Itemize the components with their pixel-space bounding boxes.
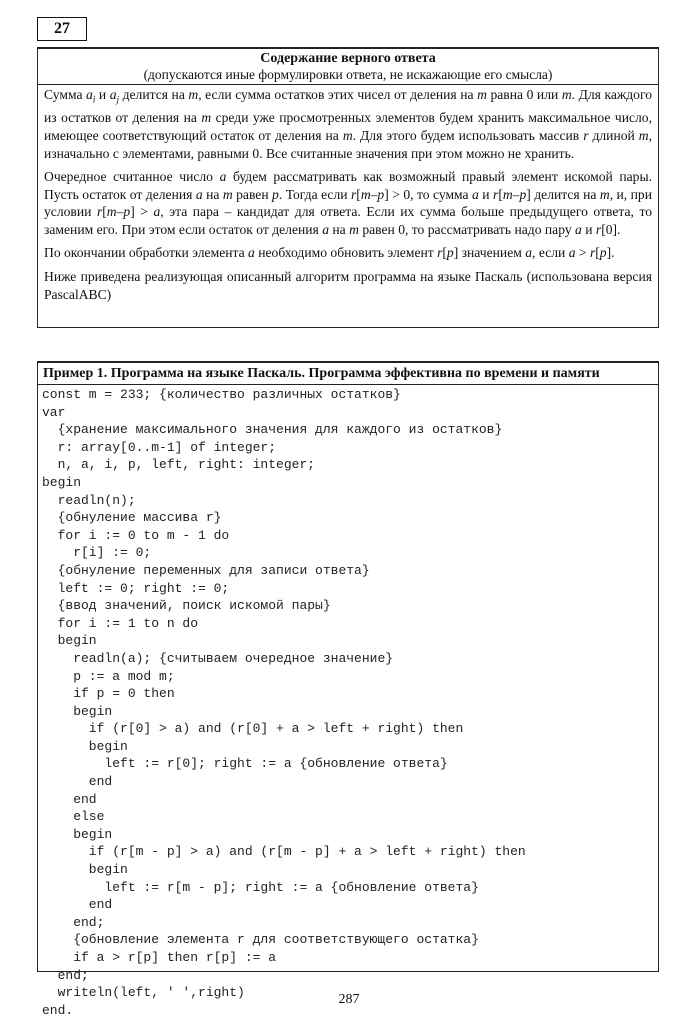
code-line: left := 0; right := 0; <box>42 580 230 596</box>
code-line: end; <box>42 967 89 983</box>
code-line: if p = 0 then <box>42 686 175 702</box>
code-line: n, a, i, p, left, right: integer; <box>42 457 316 473</box>
answer-box <box>37 47 659 328</box>
code-line: end. <box>42 1002 74 1018</box>
code-line: left := r[0]; right := a {обновление ответа} <box>42 756 448 772</box>
answer-box-title: Содержание верного ответа <box>260 51 436 66</box>
example-box-title: Пример 1. Программа на языке Паскаль. Программа эффективна по времени и памяти <box>38 363 658 385</box>
code-line: writeln(left, ' ',right) <box>42 985 245 1001</box>
task-number: 27 <box>54 20 70 37</box>
answer-box-subtitle: (допускаются иные формулировки ответа, не искажающие его смысла) <box>143 67 553 82</box>
code-line: p := a mod m; <box>42 668 175 684</box>
pascal-code-block <box>38 385 658 1019</box>
code-line: if (r[m - p] > a) and (r[m - p] + a > left + right) then <box>42 844 526 860</box>
paragraph: Ниже приведена реализующая описанный алгоритм программа на языке Паскаль (использована версия PascalABC) <box>44 269 652 302</box>
code-line: {обновление элемента r для соответствующего остатка} <box>42 932 479 948</box>
code-line: {обнуление массива r} <box>42 510 222 526</box>
code-line: if a > r[p] then r[p] := a <box>42 950 277 965</box>
code-line: end; <box>42 914 105 930</box>
code-line: const m = 233; {количество различных остатков} <box>42 387 401 402</box>
task-number-box <box>37 17 87 41</box>
code-line: {хранение максимального значения для каждого из остатков} <box>42 422 503 438</box>
answer-box-body <box>38 85 658 303</box>
code-line: end <box>42 774 113 790</box>
code-line: for i := 1 to n do <box>42 615 199 631</box>
code-line: {ввод значений, поиск искомой пары} <box>42 598 331 614</box>
code-line: for i := 0 to m - 1 do <box>42 527 230 543</box>
code-line: begin <box>42 738 128 754</box>
code-line: begin <box>42 474 82 490</box>
code-line: if (r[0] > a) and (r[0] + a > left + right) then <box>42 721 464 737</box>
paragraph: По окончании обработки элемента a необходимо обновить элемент r[p] значением a, если a > r[p]. <box>44 245 615 261</box>
code-line: begin <box>42 703 113 719</box>
code-line: end <box>42 791 97 807</box>
code-line: var <box>42 404 66 420</box>
code-line: r[i] := 0; <box>42 545 152 561</box>
paragraph: Очередное считанное число a будем рассматривать как возможный правый элемент искомой пары. Пусть остаток от деления a на m равен p. Тогда если r[m–p] > 0, то сумма a и r[m–p] делится на m, и, при условии r[m–p] > a, эта пара – кандидат для ответа. Если их сумма больше предыдущего ответа, то заменим его. При этом если остаток от деления a на m равен 0, то рассматривать надо пару a и r[0]. <box>44 169 653 237</box>
code-line: readln(a); {считываем очередное значение} <box>42 650 394 666</box>
code-line: begin <box>42 633 97 649</box>
code-line: else <box>42 809 105 825</box>
code-line: {обнуление переменных для записи ответа} <box>42 562 370 578</box>
code-line: readln(n); <box>42 492 136 508</box>
code-line: begin <box>42 826 113 842</box>
code-line: end <box>42 897 113 913</box>
answer-box-header <box>38 49 658 85</box>
page-number: 287 <box>338 992 360 1007</box>
paragraph: Сумма $a_i$ и $a_j$ делится на m, если сумма остатков этих чисел от деления на m равна 0 или m. Для каждого из остатков от деления на m среди уже просмотренных элементов будем хранить максимальное число, имеющее соответствующий остаток от деления на m. Для этого будем использовать массив r длиной m, изначально с элементами, равными 0. Все считанные значения при этом можно не хранить. <box>44 87 653 161</box>
code-line: r: array[0..m-1] of integer; <box>42 439 277 455</box>
code-line: begin <box>42 862 128 878</box>
code-line: left := r[m - p]; right := a {обновление ответа} <box>42 879 479 895</box>
